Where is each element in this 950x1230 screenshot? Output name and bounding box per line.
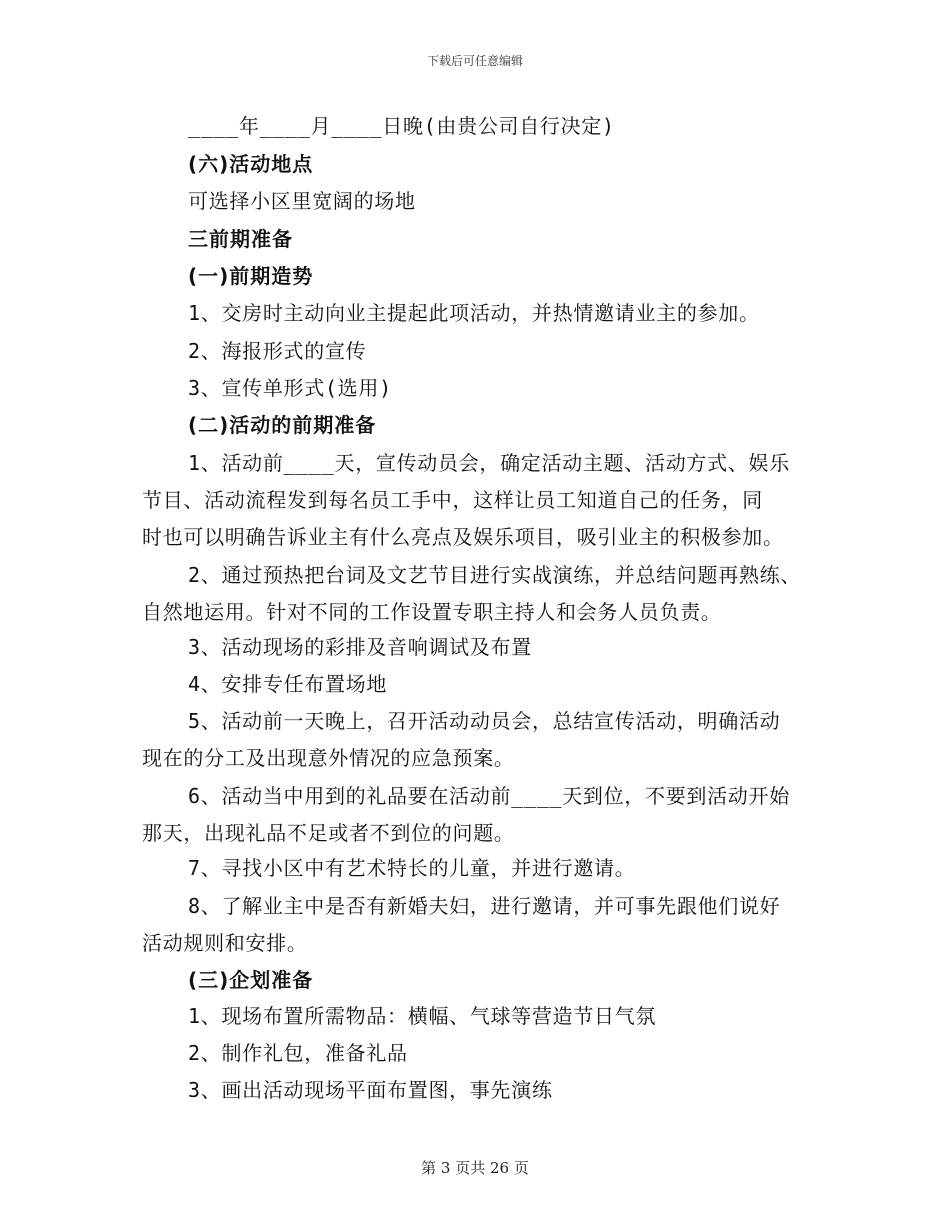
list-item: 2、海报形式的宣传 xyxy=(188,339,367,363)
list-item: 1、现场布置所需物品：横幅、气球等营造节日气氛 xyxy=(188,1004,657,1028)
list-item: 3、宣传单形式(选用) xyxy=(188,376,392,400)
list-item: 2、通过预热把台词及文艺节目进行实战演练，并总结问题再熟练、 xyxy=(188,563,802,587)
list-item: 2、制作礼包，准备礼品 xyxy=(188,1041,408,1065)
subsection-heading-promotion: (一)前期造势 xyxy=(188,264,314,288)
list-item-continuation: 节目、活动流程发到每名员工手中，这样让员工知道自己的任务，同 xyxy=(142,488,763,512)
list-item: 4、安排专任布置场地 xyxy=(188,672,388,696)
list-item: 6、活动当中用到的礼品要在活动前____天到位，不要到活动开始 xyxy=(188,784,790,808)
subsection-heading-pre-activity: (二)活动的前期准备 xyxy=(188,413,377,437)
subsection-heading-planning: (三)企划准备 xyxy=(188,968,314,992)
section-heading-venue: (六)活动地点 xyxy=(188,152,314,176)
paragraph-line: 可选择小区里宽阔的场地 xyxy=(188,189,416,213)
list-item: 1、交房时主动向业主提起此项活动，并热情邀请业主的参加。 xyxy=(188,301,760,325)
list-item: 3、画出活动现场平面布置图，事先演练 xyxy=(188,1078,553,1102)
list-item-continuation: 那天，出现礼品不足或者不到位的问题。 xyxy=(142,821,515,845)
list-item: 3、活动现场的彩排及音响调试及布置 xyxy=(188,635,532,659)
list-item: 5、活动前一天晚上，召开活动动员会，总结宣传活动，明确活动 xyxy=(188,709,781,733)
list-item-continuation: 时也可以明确告诉业主有什么亮点及娱乐项目，吸引业主的积极参加。 xyxy=(142,525,784,549)
list-item-continuation: 现在的分工及出现意外情况的应急预案。 xyxy=(142,746,515,770)
list-item: 8、了解业主中是否有新婚夫妇，进行邀请，并可事先跟他们说好 xyxy=(188,894,781,918)
page-footer: 第 3 页共 26 页 xyxy=(421,1159,529,1177)
date-line: ____年____月____日晚(由贵公司自行决定) xyxy=(188,114,615,138)
page-header: 下载后可任意编辑 xyxy=(426,54,523,68)
list-item: 7、寻找小区中有艺术特长的儿童，并进行邀请。 xyxy=(188,856,636,880)
list-item: 1、活动前____天，宣传动员会，确定活动主题、活动方式、娱乐 xyxy=(188,451,790,475)
list-item-continuation: 活动规则和安排。 xyxy=(142,931,308,955)
list-item-continuation: 自然地运用。针对不同的工作设置专职主持人和会务人员负责。 xyxy=(142,600,722,624)
section-heading-preparation: 三前期准备 xyxy=(188,227,293,251)
